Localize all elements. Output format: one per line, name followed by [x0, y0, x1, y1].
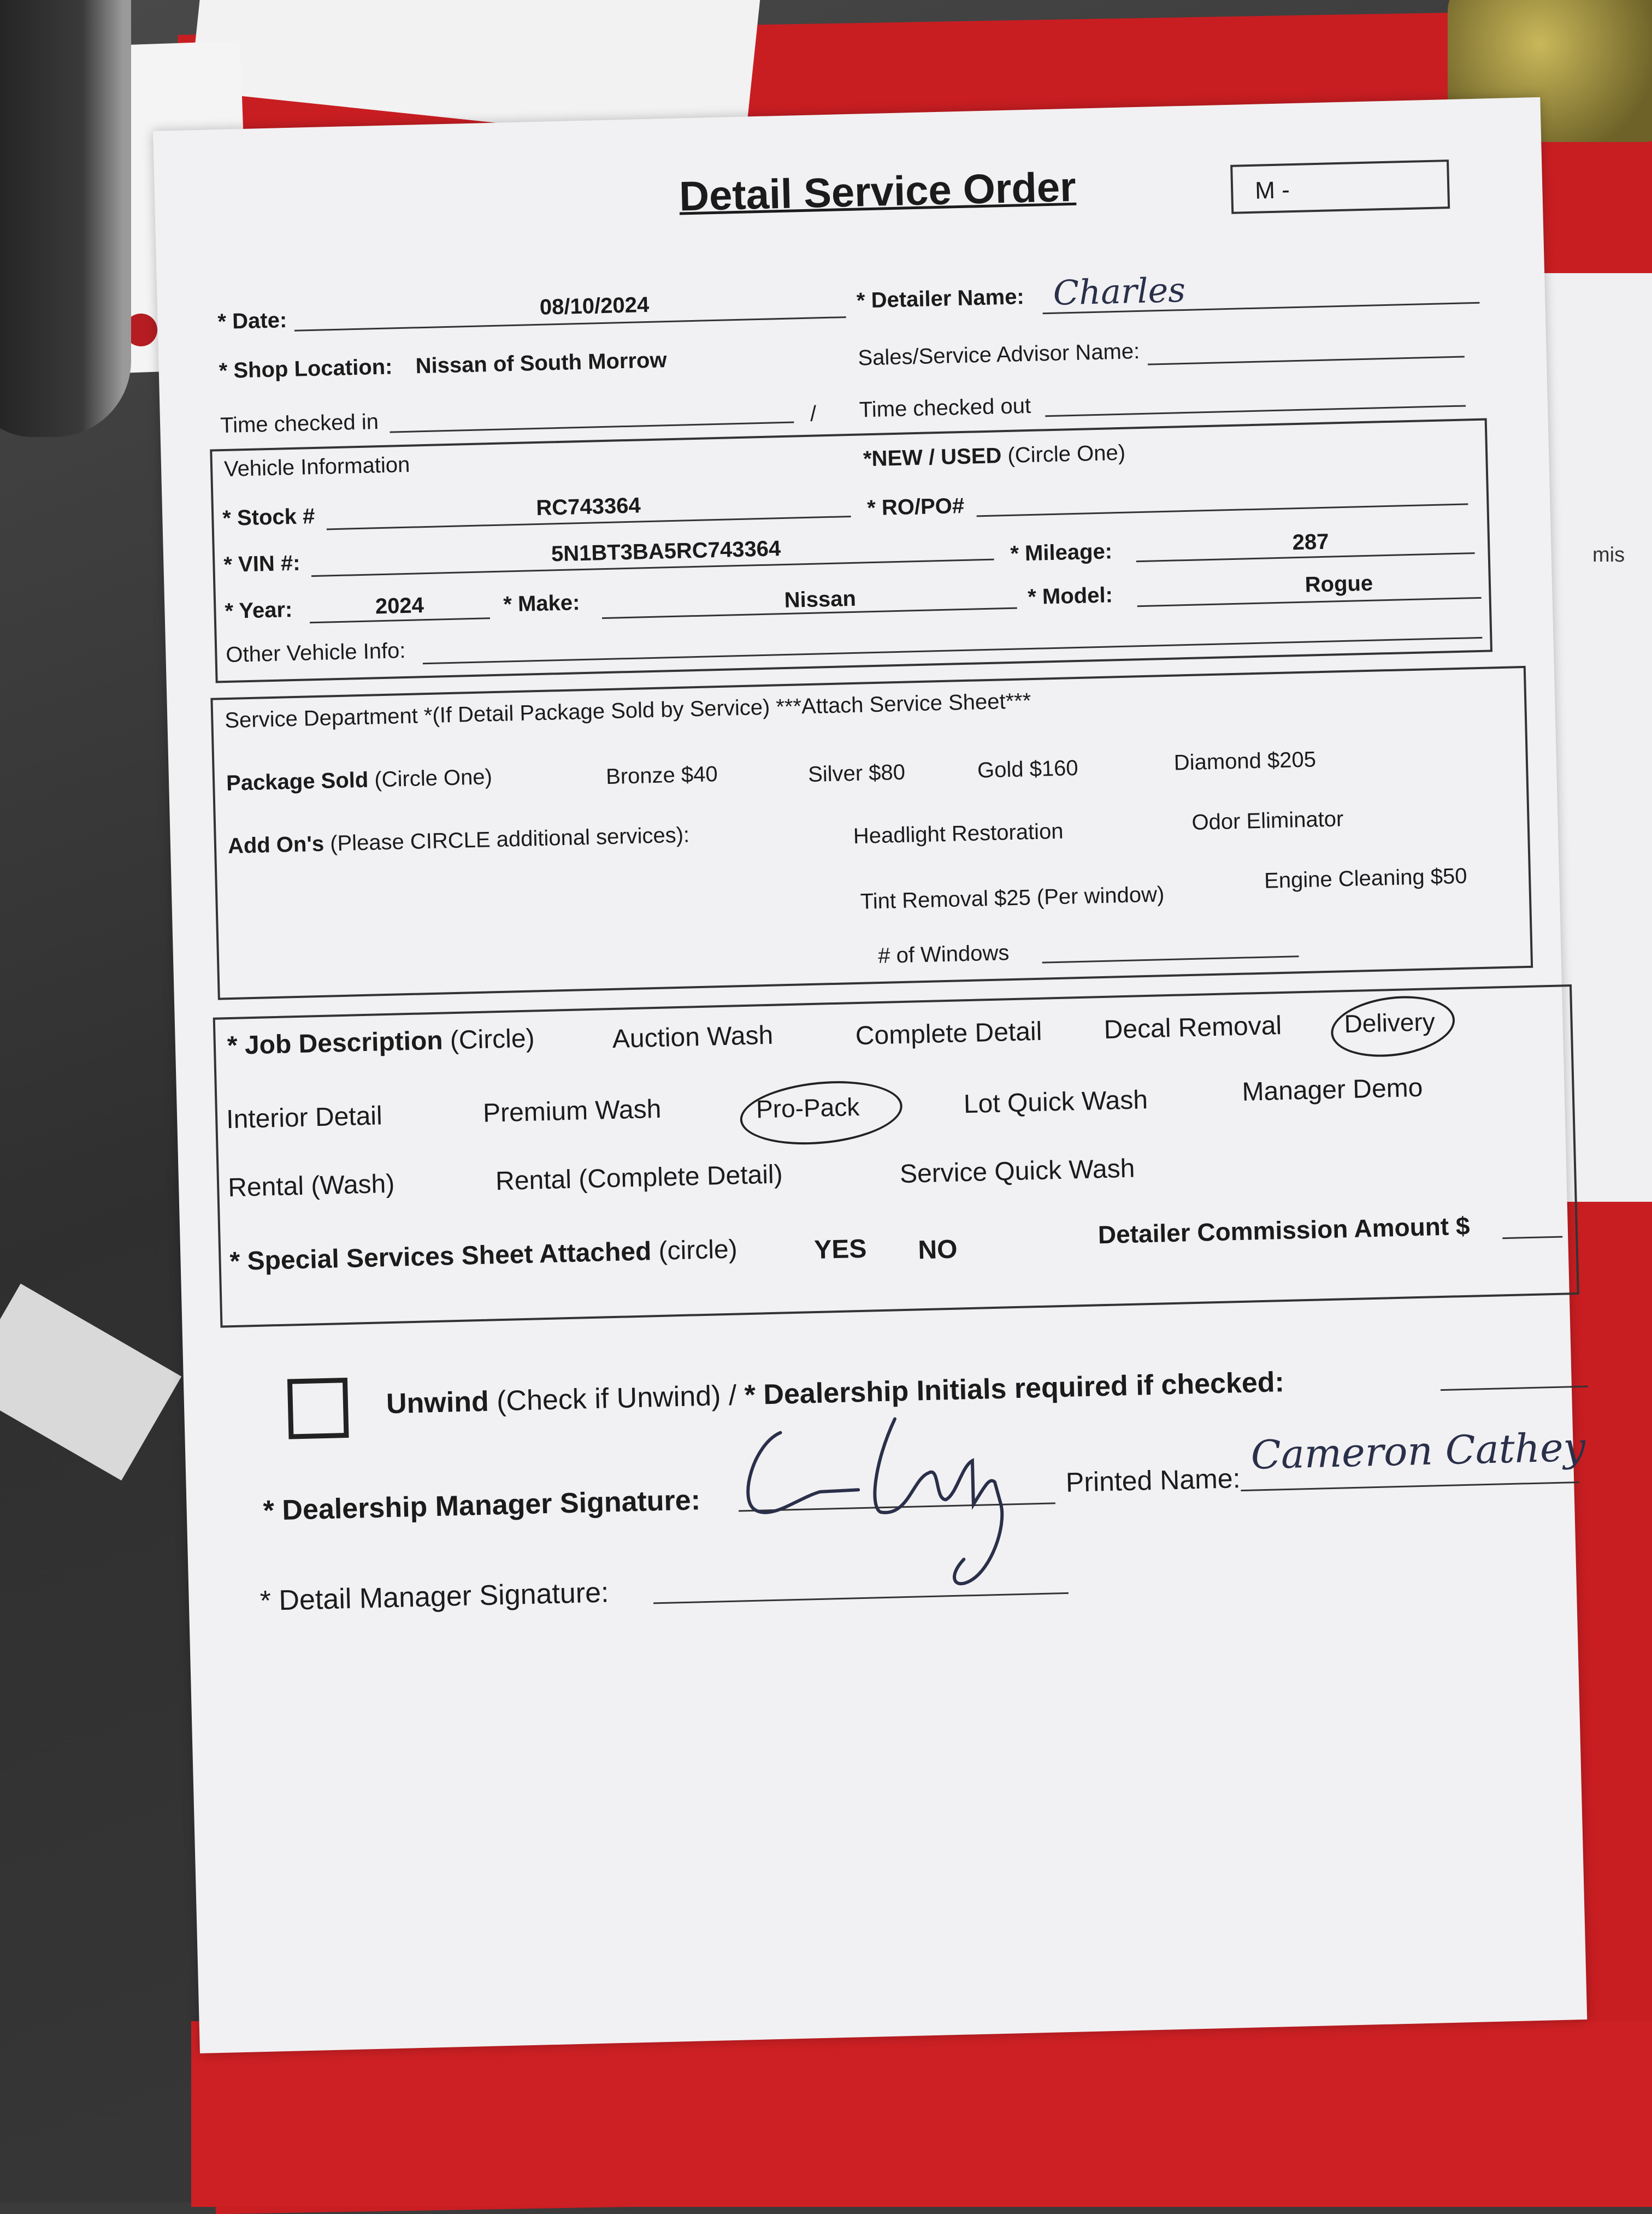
- job-delivery[interactable]: Delivery: [1343, 1007, 1436, 1038]
- mileage-label: * Mileage:: [1010, 539, 1113, 566]
- package-gold[interactable]: Gold $160: [977, 755, 1079, 783]
- form-title: Detail Service Order: [678, 163, 1077, 220]
- time-in-line[interactable]: [390, 421, 794, 433]
- detail-manager-signature-line[interactable]: [653, 1592, 1069, 1604]
- detailer-value[interactable]: Charles: [1052, 269, 1186, 313]
- model-value[interactable]: Rogue: [1305, 571, 1373, 597]
- add-ons-label: Add On's: [227, 831, 324, 859]
- date-label: * Date:: [217, 308, 287, 334]
- key-fob: [0, 0, 131, 437]
- detail-service-order-sheet: [153, 97, 1587, 2053]
- job-rental-wash[interactable]: Rental (Wash): [227, 1169, 395, 1203]
- addon-headlight-restoration[interactable]: Headlight Restoration: [853, 819, 1064, 849]
- shop-location-label: * Shop Location:: [219, 355, 393, 383]
- detailer-label: * Detailer Name:: [856, 285, 1025, 313]
- job-description-label: * Job Description: [227, 1026, 444, 1061]
- job-decal-removal[interactable]: Decal Removal: [1104, 1011, 1282, 1044]
- package-diamond[interactable]: Diamond $205: [1173, 747, 1317, 775]
- new-used-label[interactable]: *NEW / USED: [863, 444, 1002, 471]
- package-bronze[interactable]: Bronze $40: [605, 762, 718, 789]
- special-services-note: (circle): [651, 1235, 738, 1266]
- printed-name-value[interactable]: Cameron Cathey: [1250, 1424, 1586, 1478]
- dealership-manager-signature-label: * Dealership Manager Signature:: [263, 1484, 701, 1527]
- special-services-label: * Special Services Sheet Attached: [229, 1237, 652, 1277]
- dealership-manager-signature: [731, 1404, 1041, 1592]
- job-complete-detail[interactable]: Complete Detail: [855, 1017, 1042, 1051]
- advisor-line[interactable]: [1148, 356, 1465, 365]
- job-manager-demo[interactable]: Manager Demo: [1241, 1073, 1423, 1107]
- unwind-checkbox[interactable]: [287, 1378, 349, 1439]
- model-label: * Model:: [1027, 583, 1113, 610]
- job-pro-pack[interactable]: Pro-Pack: [756, 1092, 860, 1124]
- vehicle-info-heading: Vehicle Information: [223, 452, 410, 481]
- service-heading: Service Department *(If Detail Package Sold by Service) ***Attach Service Sheet***: [224, 689, 1031, 733]
- mileage-value[interactable]: 287: [1292, 529, 1329, 555]
- job-lot-quick-wash[interactable]: Lot Quick Wash: [963, 1085, 1148, 1119]
- unwind-note: (Check if Unwind) /: [488, 1379, 745, 1418]
- vin-value[interactable]: 5N1BT3BA5RC743364: [551, 536, 781, 566]
- addon-engine-cleaning[interactable]: Engine Cleaning $50: [1264, 864, 1467, 893]
- special-services-no[interactable]: NO: [917, 1235, 958, 1265]
- job-interior-detail[interactable]: Interior Detail: [226, 1101, 383, 1135]
- stock-value[interactable]: RC743364: [535, 493, 641, 521]
- job-service-quick-wash[interactable]: Service Quick Wash: [899, 1154, 1135, 1189]
- time-out-line[interactable]: [1045, 405, 1466, 417]
- addon-odor-eliminator[interactable]: Odor Eliminator: [1191, 807, 1344, 835]
- background-paper-text: mis: [1592, 544, 1625, 566]
- other-vehicle-info-label: Other Vehicle Info:: [225, 638, 406, 668]
- package-sold-label: Package Sold: [226, 767, 369, 796]
- order-number-box[interactable]: M -: [1230, 160, 1450, 214]
- red-folder-edge: [191, 2021, 1652, 2207]
- special-services-yes[interactable]: YES: [813, 1234, 868, 1265]
- printed-name-label: Printed Name:: [1065, 1463, 1241, 1498]
- make-label: * Make:: [503, 591, 580, 617]
- unwind-label: Unwind: [386, 1385, 489, 1420]
- dealership-initials-line[interactable]: [1441, 1386, 1588, 1391]
- make-value[interactable]: Nissan: [784, 586, 857, 613]
- package-sold-note: (Circle One): [368, 765, 493, 792]
- time-in-label: Time checked in: [220, 410, 379, 438]
- printed-name-line: [1241, 1481, 1579, 1491]
- ro-po-label: * RO/PO#: [866, 493, 965, 521]
- commission-label: Detailer Commission Amount $: [1098, 1211, 1471, 1249]
- dealership-initials-label: * Dealership Initials required if checked:: [744, 1366, 1285, 1412]
- job-rental-complete-detail[interactable]: Rental (Complete Detail): [495, 1160, 783, 1196]
- new-used-note: (Circle One): [1001, 440, 1126, 468]
- stock-label: * Stock #: [222, 504, 315, 531]
- time-out-label: Time checked out: [859, 393, 1031, 422]
- package-silver[interactable]: Silver $80: [807, 760, 906, 787]
- advisor-label: Sales/Service Advisor Name:: [858, 339, 1140, 370]
- windows-label: # of Windows: [877, 941, 1010, 969]
- date-value[interactable]: 08/10/2024: [539, 292, 650, 320]
- shop-location-value[interactable]: Nissan of South Morrow: [415, 348, 668, 379]
- job-auction-wash[interactable]: Auction Wash: [612, 1020, 774, 1054]
- detail-manager-signature-label: * Detail Manager Signature:: [259, 1577, 610, 1617]
- addon-tint-removal[interactable]: Tint Removal $25 (Per window): [860, 882, 1165, 914]
- vin-label: * VIN #:: [223, 551, 300, 577]
- job-description-note: (Circle): [442, 1024, 535, 1055]
- job-premium-wash[interactable]: Premium Wash: [482, 1094, 662, 1128]
- year-value[interactable]: 2024: [375, 593, 424, 619]
- time-slash: /: [810, 402, 817, 426]
- add-ons-note: (Please CIRCLE additional services):: [323, 823, 690, 856]
- year-label: * Year:: [224, 598, 293, 624]
